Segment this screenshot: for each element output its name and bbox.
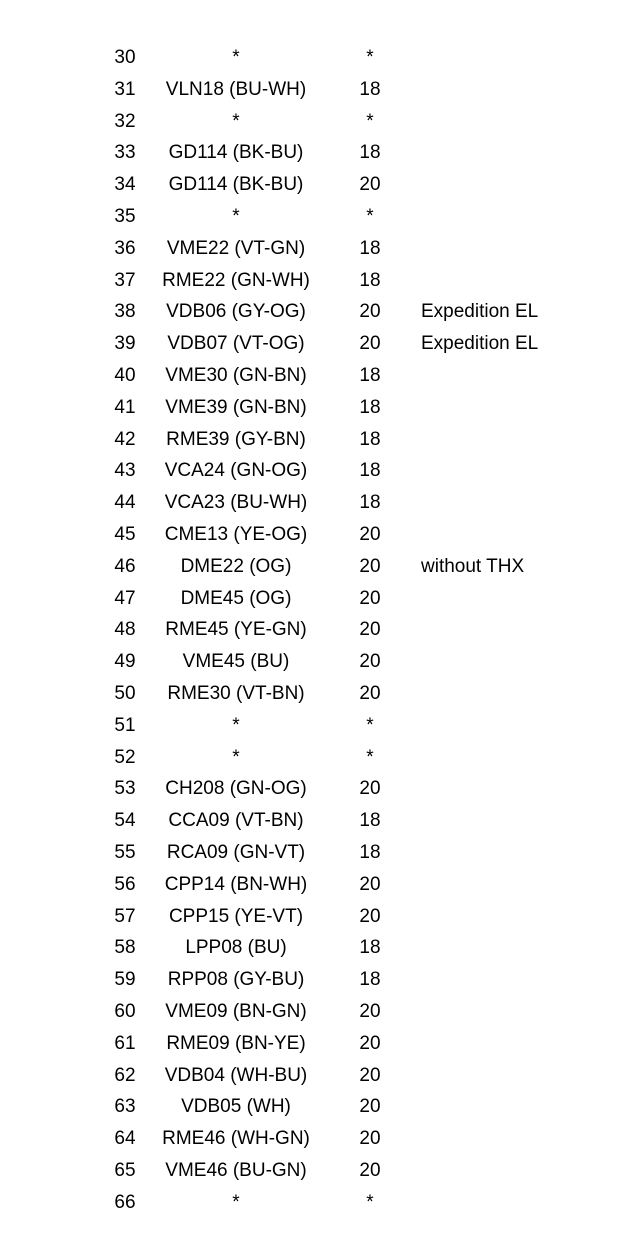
table-row [0, 519, 624, 551]
wire-gauge: * [366, 205, 374, 227]
table-row [0, 710, 624, 742]
wire-label: RME45 (YE-GN) [165, 619, 307, 641]
wire-label: * [232, 110, 240, 132]
table-row [0, 901, 624, 933]
table-row [0, 455, 624, 487]
wire-label: VME46 (BU-GN) [165, 1159, 307, 1181]
wire-gauge: * [366, 746, 374, 768]
pin-number: 34 [114, 174, 136, 196]
pin-number: 56 [114, 873, 136, 895]
table-row [0, 773, 624, 805]
wire-label: RME09 (BN-YE) [166, 1032, 306, 1054]
wire-gauge: 18 [359, 492, 381, 514]
wire-gauge: 20 [359, 778, 381, 800]
table-row [0, 1155, 624, 1187]
wire-gauge: 20 [359, 1032, 381, 1054]
wire-label: RME46 (WH-GN) [162, 1128, 310, 1150]
wire-label: CCA09 (VT-BN) [168, 810, 304, 832]
pin-number: 65 [114, 1159, 136, 1181]
wire-label: * [232, 47, 240, 68]
wire-gauge: 20 [359, 301, 381, 323]
wire-label: VCA23 (BU-WH) [164, 492, 308, 514]
wire-gauge: 18 [359, 428, 381, 450]
wire-gauge: 18 [359, 460, 381, 482]
wire-gauge: * [366, 47, 374, 68]
table-row [0, 328, 624, 360]
wire-label: VDB06 (GY-OG) [166, 301, 306, 323]
wire-label: RME22 (GN-WH) [162, 269, 310, 291]
wire-label: * [232, 746, 240, 768]
table-row [0, 487, 624, 519]
wire-gauge: 20 [359, 1128, 381, 1150]
pin-number: 49 [114, 651, 136, 673]
pin-number: 54 [114, 810, 136, 832]
table-row [0, 137, 624, 169]
table-row [0, 169, 624, 201]
table-row [0, 424, 624, 456]
table-row [0, 1028, 624, 1060]
wire-label: VCA24 (GN-OG) [164, 460, 308, 482]
wire-gauge: 20 [359, 905, 381, 927]
pin-number: 47 [114, 587, 136, 609]
pin-number: 64 [114, 1128, 136, 1150]
wire-gauge: 20 [359, 682, 381, 704]
pin-number: 43 [114, 460, 136, 482]
pin-number: 44 [114, 492, 136, 514]
wire-label: CME13 (YE-OG) [164, 523, 308, 545]
table-row [0, 201, 624, 233]
table-row [0, 1123, 624, 1155]
row-note: without THX [421, 555, 525, 577]
table-row [0, 296, 624, 328]
wire-label: VLN18 (BU-WH) [165, 78, 307, 100]
table-row [0, 932, 624, 964]
wire-label: VDB04 (WH-BU) [164, 1064, 308, 1086]
wire-label: GD114 (BK-BU) [168, 174, 304, 196]
wire-gauge: 18 [359, 937, 381, 959]
table-row [0, 42, 624, 74]
pin-number: 38 [114, 301, 136, 323]
pin-number: 30 [114, 47, 136, 68]
pin-number: 48 [114, 619, 136, 641]
table-row [0, 1060, 624, 1092]
wire-gauge: 20 [359, 174, 381, 196]
wire-label: CPP15 (YE-VT) [168, 905, 304, 927]
wire-gauge: 18 [359, 269, 381, 291]
wire-gauge: 20 [359, 333, 381, 355]
wire-gauge: 18 [359, 810, 381, 832]
wire-label: VME39 (GN-BN) [165, 396, 307, 418]
wire-label: * [232, 714, 240, 736]
wire-gauge: 20 [359, 651, 381, 673]
pin-number: 61 [114, 1032, 136, 1054]
wire-label: VDB07 (VT-OG) [167, 333, 305, 355]
pin-number: 63 [114, 1096, 136, 1118]
table-row [0, 1187, 624, 1219]
wire-label: * [232, 1191, 240, 1213]
wire-label: RME30 (VT-BN) [167, 682, 305, 704]
wire-label: VME30 (GN-BN) [165, 364, 307, 386]
wire-label: CH208 (GN-OG) [165, 778, 307, 800]
wire-gauge: 20 [359, 1064, 381, 1086]
wire-gauge: 20 [359, 619, 381, 641]
wire-label: CPP14 (BN-WH) [164, 873, 308, 895]
pin-number: 37 [114, 269, 136, 291]
wire-gauge: 18 [359, 142, 381, 164]
wire-gauge: 18 [359, 841, 381, 863]
table-row [0, 106, 624, 138]
wire-label: LPP08 (BU) [185, 937, 287, 959]
pin-number: 40 [114, 364, 136, 386]
wire-label: VME22 (VT-GN) [166, 237, 306, 259]
wire-gauge: 18 [359, 364, 381, 386]
pin-number: 59 [114, 969, 136, 991]
table-row [0, 996, 624, 1028]
table-row [0, 551, 624, 583]
pin-number: 45 [114, 523, 136, 545]
table-row [0, 837, 624, 869]
pin-number: 53 [114, 778, 136, 800]
pin-number: 42 [114, 428, 136, 450]
table-row [0, 678, 624, 710]
wire-gauge: * [366, 714, 374, 736]
pin-number: 52 [114, 746, 136, 768]
wire-gauge: * [366, 110, 374, 132]
wire-label: VDB05 (WH) [181, 1096, 291, 1118]
wire-gauge: 20 [359, 1096, 381, 1118]
pin-number: 31 [114, 78, 136, 100]
table-row [0, 583, 624, 615]
pin-number: 57 [114, 905, 136, 927]
table-row [0, 742, 624, 774]
table-row [0, 1091, 624, 1123]
pin-number: 60 [114, 1000, 136, 1022]
pin-number: 33 [114, 142, 136, 164]
pin-number: 32 [114, 110, 136, 132]
table-row [0, 646, 624, 678]
wire-label: VME45 (BU) [182, 651, 290, 673]
table-row [0, 614, 624, 646]
wire-gauge: 20 [359, 873, 381, 895]
table-row [0, 392, 624, 424]
table-row [0, 869, 624, 901]
wire-label: GD114 (BK-BU) [168, 142, 304, 164]
wire-gauge: 20 [359, 1000, 381, 1022]
table-row [0, 805, 624, 837]
wire-gauge: 18 [359, 969, 381, 991]
pin-number: 36 [114, 237, 136, 259]
wire-label: RCA09 (GN-VT) [166, 841, 306, 863]
wire-gauge: 18 [359, 237, 381, 259]
wire-label: * [232, 205, 240, 227]
wire-gauge: * [366, 1191, 374, 1213]
connector-pin-table [0, 42, 624, 1218]
pin-number: 50 [114, 682, 136, 704]
wire-gauge: 18 [359, 78, 381, 100]
pin-number: 41 [114, 396, 136, 418]
table-row [0, 233, 624, 265]
wire-label: DME22 (OG) [180, 555, 292, 577]
table-row [0, 964, 624, 996]
pin-number: 58 [114, 937, 136, 959]
wire-label: DME45 (OG) [180, 587, 292, 609]
wire-label: RME39 (GY-BN) [166, 428, 306, 450]
pin-number: 66 [114, 1191, 136, 1213]
wire-label: VME09 (BN-GN) [165, 1000, 307, 1022]
wire-gauge: 20 [359, 555, 381, 577]
pin-number: 51 [114, 714, 136, 736]
wire-gauge: 20 [359, 523, 381, 545]
table-row [0, 74, 624, 106]
wire-gauge: 18 [359, 396, 381, 418]
wire-label: RPP08 (GY-BU) [167, 969, 305, 991]
pin-number: 55 [114, 841, 136, 863]
pin-number: 35 [114, 205, 136, 227]
table-row [0, 360, 624, 392]
wire-gauge: 20 [359, 1159, 381, 1181]
wire-gauge: 20 [359, 587, 381, 609]
pin-number: 39 [114, 333, 136, 355]
row-note: Expedition EL [421, 301, 539, 323]
pin-number: 62 [114, 1064, 136, 1086]
pin-number: 46 [114, 555, 136, 577]
table-row [0, 265, 624, 297]
row-note: Expedition EL [421, 333, 539, 355]
